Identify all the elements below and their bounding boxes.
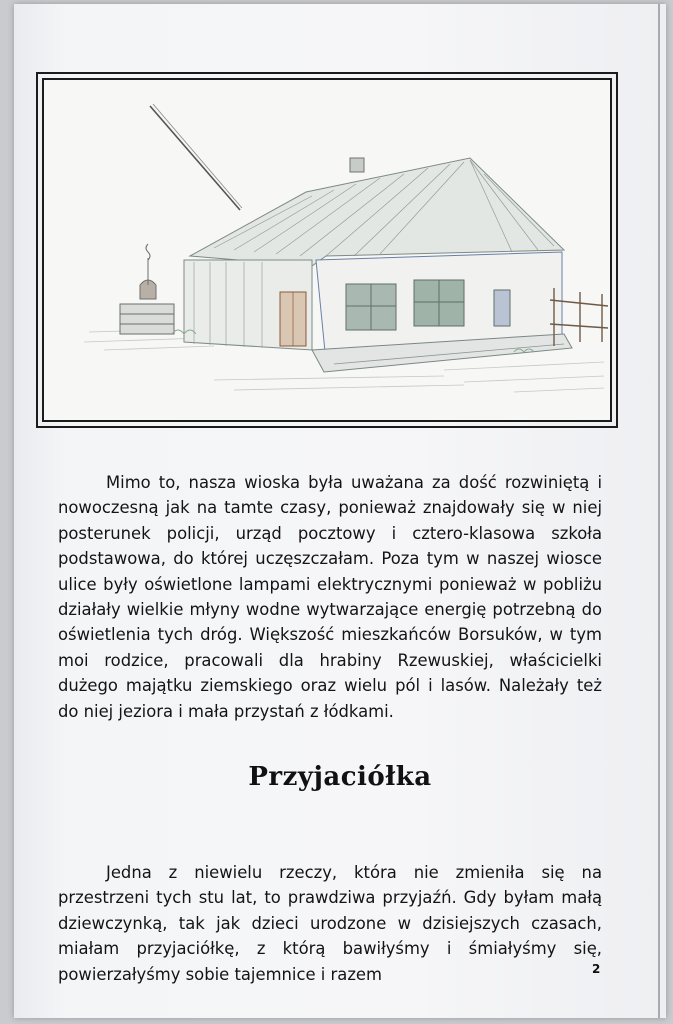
page-edge	[658, 4, 660, 1018]
illustration-inner-frame	[42, 78, 612, 422]
illustration-frame	[36, 72, 618, 428]
paragraph-friendship: Jedna z niewielu rzeczy, która nie zmieniła się na przestrzeni tych stu lat, to prawdziwa przyjaźń. Gdy byłam małą dziewczynką, tak jak dzieci urodzone w dzisiejszych czasach, miałam przyjaciółkę, z którą bawiłyśmy i śmiałyśmy się, powierzałyśmy sobie tajemnice i razem	[58, 863, 602, 984]
page-number: 2	[592, 962, 601, 976]
section-heading: Przyjaciółka	[248, 762, 432, 792]
book-page	[14, 4, 666, 1018]
paragraph-intro: Mimo to, nasza wioska była uważana za dość rozwiniętą i nowoczesną jak na tamte czasy, ponieważ znajdowały się w niej posterunek policji, urząd pocztowy i cztero-klasowa szkoła podstawowa, do której uczęszczałam. Poza tym w naszej wiosce ulice były oświetlone lampami elektrycznymi ponieważ w pobliżu działały wielkie młyny wodne wytwarzające energię potrzebną do oświetlenia tych dróg. Większość mieszkańców Borsuków, w tym moi rodzice, pracowali dla hrabiny Rzewuskiej, właścicielki dużego majątku ziemskiego oraz wielu pól i lasów. Należały też do niej jeziora i mała przystań z łódkami.	[58, 473, 602, 721]
village-house-drawing	[44, 80, 610, 420]
